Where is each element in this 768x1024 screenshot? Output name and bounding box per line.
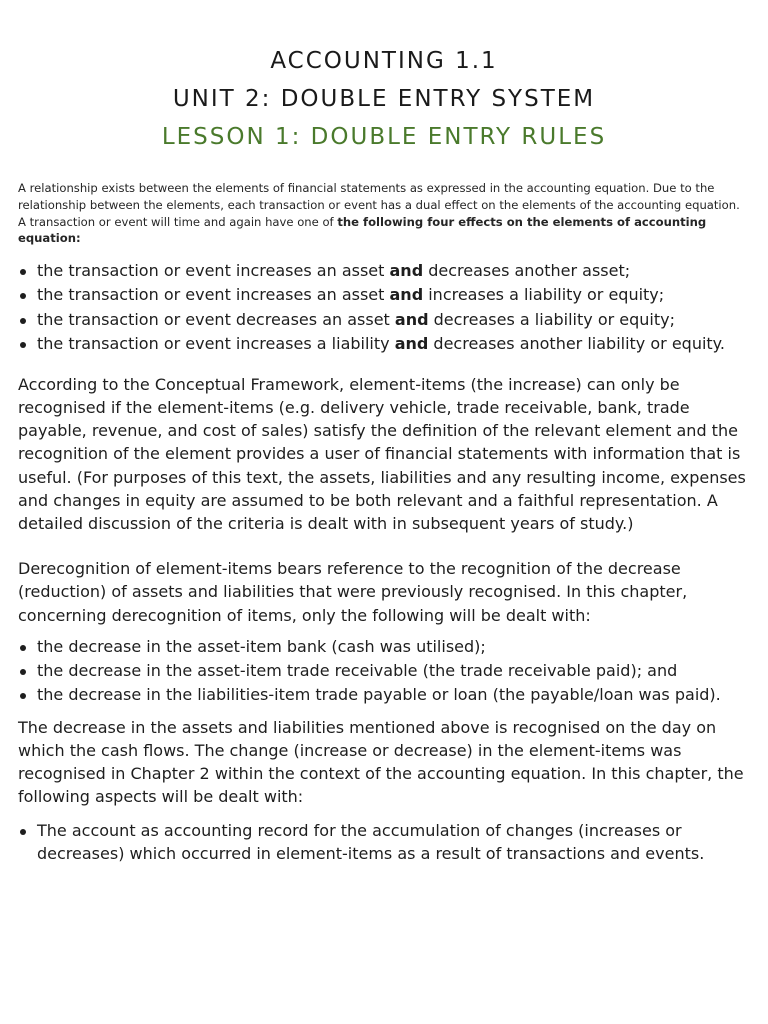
list-item <box>18 308 750 333</box>
unit-title: UNIT 2: DOUBLE ENTRY SYSTEM <box>172 86 596 112</box>
effect-text: the transaction or event increases a liability <box>37 334 395 354</box>
list-item: the decrease in the liabilities-item trade payable or loan (the payable/loan was paid). <box>18 683 750 707</box>
cash-flow-paragraph: The decrease in the assets and liabilities mentioned above is recognised on the day on which the cash flows. The change (increase or decrease) in the element-items was recognised in Chapter 2 within the context of the accounting equation. In this chapter, the following aspects will be dealt with: <box>18 717 744 807</box>
effect-text: increases a liability or equity; <box>423 285 665 305</box>
effects-list <box>18 259 750 357</box>
effect-text: decreases a liability or equity; <box>428 309 675 329</box>
effect-text: the transaction or event increases an asset <box>37 260 390 280</box>
derecognition-paragraph: Derecognition of element-items bears reference to the recognition of the decrease (reduction) of assets and liabilities that were previously recognised. In this chapter, concerning derecognition of items, only the following will be dealt with: <box>18 559 688 625</box>
intro-paragraph <box>18 180 750 247</box>
list-item: The account as accounting record for the accumulation of changes (increases or decreases) which occurred in element-items as a result of transactions and events. <box>18 819 750 865</box>
list-item: the decrease in the asset-item trade receivable (the trade receivable paid); and <box>18 659 750 683</box>
conceptual-framework-paragraph: According to the Conceptual Framework, element-items (the increase) can only be recognised if the element-items (e.g. delivery vehicle, trade receivable, bank, trade payable, revenue, and cost of sales) satisfy the definition of the relevant element and the recognition of the element provides a user of financial statements with information that is useful. (For purposes of this text, the assets, liabilities and any resulting income, expenses and changes in equity are assumed to be both relevant and a faithful representation. A detailed discussion of the criteria is dealt with in subsequent years of study.) <box>18 374 746 533</box>
lesson-title: LESSON 1: DOUBLE ENTRY RULES <box>161 124 607 150</box>
effect-text: the transaction or event increases an asset <box>37 285 390 305</box>
effect-text: decreases another asset; <box>423 260 631 280</box>
list-item <box>18 332 750 357</box>
effect-conjunction: and <box>389 285 424 305</box>
list-item <box>18 259 750 284</box>
effect-conjunction: and <box>389 260 424 280</box>
course-title: ACCOUNTING 1.1 <box>270 48 498 74</box>
intro-bold-text: the following four effects on the elements of accounting equation: <box>18 214 707 246</box>
title-block <box>18 0 750 156</box>
effect-conjunction: and <box>394 334 429 354</box>
derecognition-list <box>18 635 750 707</box>
effect-text: decreases another liability or equity. <box>428 334 725 354</box>
effect-conjunction: and <box>394 309 429 329</box>
list-item: the decrease in the asset-item bank (cash was utilised); <box>18 635 750 659</box>
list-item <box>18 283 750 308</box>
effect-text: the transaction or event decreases an asset <box>37 309 395 329</box>
aspects-list <box>18 819 750 865</box>
intro-text: A relationship exists between the elements of financial statements as expressed in the accounting equation. Due to the relationship between the elements, each transaction or event has a dual effect on the elements of the accounting equation. A transaction or event will time and again have one of <box>18 181 740 229</box>
